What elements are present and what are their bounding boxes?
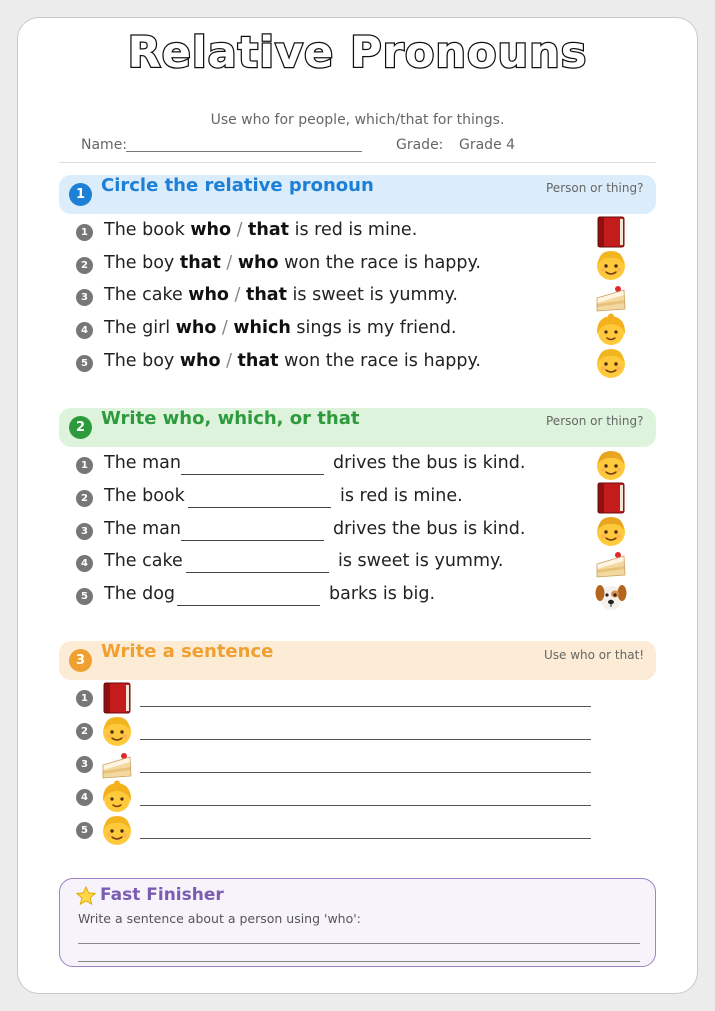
boy-icon	[594, 346, 628, 380]
sentence-start: The man	[104, 453, 181, 473]
grade-label: Grade:	[396, 137, 444, 153]
pronoun-option[interactable]: that	[179, 253, 221, 273]
pronoun-option[interactable]: who	[188, 285, 229, 305]
sentence-write-line[interactable]	[140, 838, 591, 839]
fast-finisher-prompt: Write a sentence about a person using 'who':	[78, 911, 361, 926]
item-number-badge: 5	[76, 355, 93, 372]
sentence-write-line[interactable]	[140, 706, 591, 707]
section-2-hint: Person or thing?	[546, 414, 644, 428]
item-number-badge: 3	[76, 756, 93, 773]
grade-value: Grade 4	[459, 137, 516, 153]
circle-sentence: The boy who / that won the race is happy.	[104, 351, 481, 371]
section-3-hint: Use who or that!	[544, 648, 645, 662]
section-3-number-badge: 3	[69, 649, 92, 672]
sentence-write-line[interactable]	[140, 739, 591, 740]
pronoun-option[interactable]: who	[175, 318, 217, 338]
section-1-number-badge: 1	[69, 183, 92, 206]
answer-blank[interactable]	[188, 507, 331, 508]
name-field[interactable]	[126, 151, 362, 152]
circle-sentence: The book who / that is red is mine.	[104, 220, 418, 240]
sentence-end: is sweet is yummy.	[338, 551, 504, 571]
answer-blank[interactable]	[177, 605, 320, 606]
item-number-badge: 1	[76, 224, 93, 241]
section-3-title: Write a sentence	[101, 641, 274, 662]
cake-icon	[594, 546, 628, 580]
item-number-badge: 2	[76, 723, 93, 740]
book-icon	[100, 681, 134, 715]
item-number-badge: 3	[76, 289, 93, 306]
man-icon	[594, 514, 628, 548]
answer-blank[interactable]	[186, 572, 329, 573]
sentence-start: The man	[104, 519, 181, 539]
item-number-badge: 3	[76, 523, 93, 540]
item-number-badge: 4	[76, 555, 93, 572]
item-number-badge: 2	[76, 490, 93, 507]
section-2-title: Write who, which, or that	[101, 408, 360, 429]
fast-finisher-write-line-2[interactable]	[78, 961, 640, 962]
girl-icon	[100, 780, 134, 814]
circle-sentence: The boy that / who won the race is happy.	[104, 253, 481, 273]
boy-icon	[594, 248, 628, 282]
sentence-write-line[interactable]	[140, 772, 591, 773]
boy-icon	[100, 714, 134, 748]
answer-blank[interactable]	[181, 540, 324, 541]
circle-sentence: The cake who / that is sweet is yummy.	[104, 285, 458, 305]
sentence-end: is red is mine.	[340, 486, 463, 506]
boy-icon	[100, 813, 134, 847]
item-number-badge: 4	[76, 322, 93, 339]
pronoun-option[interactable]: who	[179, 351, 221, 371]
section-1-title: Circle the relative pronoun	[101, 175, 374, 196]
answer-blank[interactable]	[181, 474, 324, 475]
item-number-badge: 1	[76, 457, 93, 474]
page-title: Relative Pronouns	[127, 28, 588, 78]
sentence-write-line[interactable]	[140, 805, 591, 806]
book-icon	[594, 481, 628, 515]
item-number-badge: 1	[76, 690, 93, 707]
pronoun-option[interactable]: that	[248, 220, 290, 240]
star-icon	[75, 885, 97, 907]
sentence-start: The book	[104, 486, 185, 506]
pronoun-option[interactable]: who	[237, 253, 279, 273]
item-number-badge: 2	[76, 257, 93, 274]
item-number-badge: 4	[76, 789, 93, 806]
pronoun-option[interactable]: that	[237, 351, 279, 371]
fast-finisher-title: Fast Finisher	[100, 885, 224, 905]
man-icon	[594, 448, 628, 482]
section-2-number-badge: 2	[69, 416, 92, 439]
item-number-badge: 5	[76, 588, 93, 605]
section-1-hint: Person or thing?	[546, 181, 644, 195]
cake-icon	[594, 280, 628, 314]
subtitle: Use who for people, which/that for things.	[210, 112, 505, 128]
fast-finisher-write-line-1[interactable]	[78, 943, 640, 944]
sentence-start: The dog	[104, 584, 176, 604]
cake-icon	[100, 747, 134, 781]
name-label: Name:	[81, 137, 128, 153]
sentence-end: barks is big.	[329, 584, 436, 604]
dog-icon	[594, 579, 628, 613]
item-number-badge: 5	[76, 822, 93, 839]
sentence-start: The cake	[104, 551, 183, 571]
book-icon	[594, 215, 628, 249]
sentence-end: drives the bus is kind.	[333, 519, 526, 539]
circle-sentence: The girl who / which sings is my friend.	[104, 318, 457, 338]
sentence-end: drives the bus is kind.	[333, 453, 526, 473]
pronoun-option[interactable]: who	[190, 220, 231, 240]
header-divider	[59, 162, 656, 163]
girl-icon	[594, 313, 628, 347]
pronoun-option[interactable]: that	[245, 285, 287, 305]
pronoun-option[interactable]: which	[233, 318, 291, 338]
